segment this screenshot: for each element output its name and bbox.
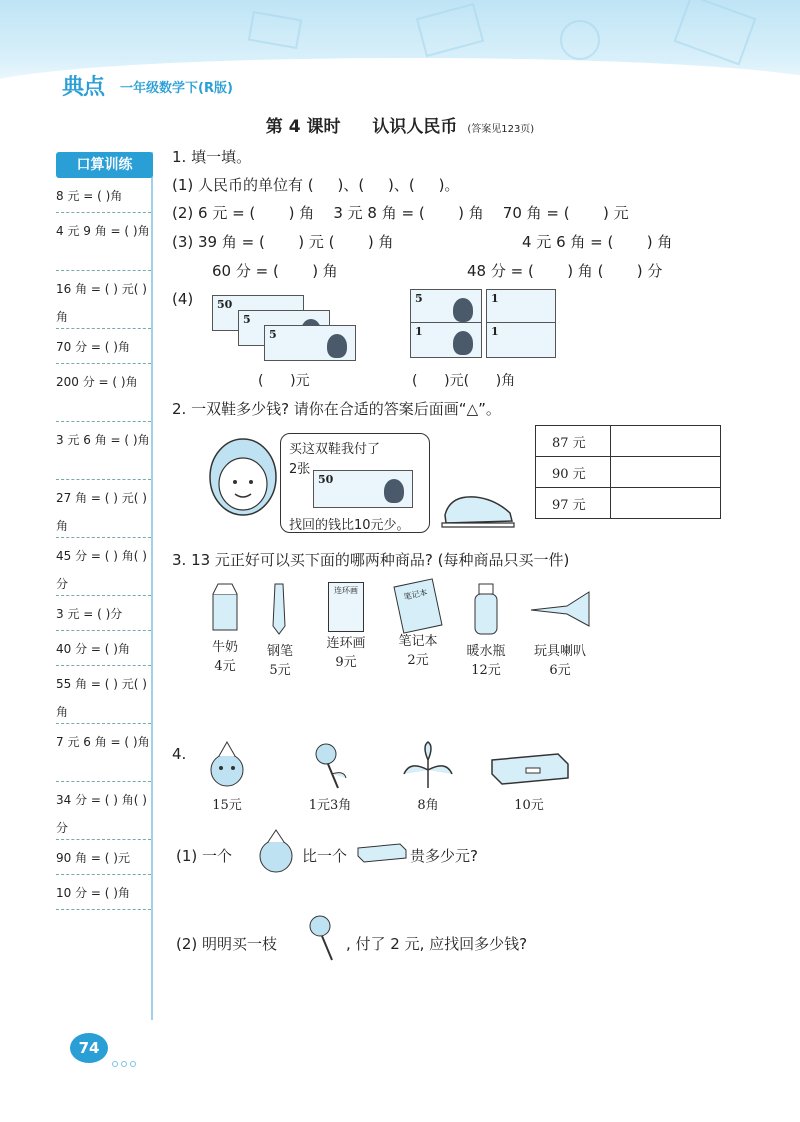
notebook-icon: 笔记本 xyxy=(393,578,442,633)
option-price: 97 元 xyxy=(536,488,611,519)
oral-calc-sidebar xyxy=(56,152,153,1020)
book-decoration xyxy=(248,11,302,49)
price-options-table xyxy=(535,425,721,519)
drill-item: 7 元 6 角 = ( )角 xyxy=(56,724,151,782)
goods-price: 12元 xyxy=(471,663,501,678)
banknote-50-yuan: 50 xyxy=(313,470,413,508)
q1-part3c: 60 分 = ( ) 角 xyxy=(212,262,338,280)
toy-bear-icon xyxy=(205,740,249,790)
goods-name: 笔记本 xyxy=(398,634,438,649)
drill-item: 10 分 = ( )角 xyxy=(56,875,151,910)
goods-pen xyxy=(255,582,305,678)
q4-item-toy xyxy=(202,740,252,813)
q4-price: 10元 xyxy=(514,798,544,813)
thermos-icon xyxy=(469,582,503,636)
q4-item-pencil-box xyxy=(484,740,574,813)
q1-part3b: 4 元 6 角 = ( ) 角 xyxy=(522,233,673,251)
q4-part2-b: , 付了 2 元, 应找回多少钱? xyxy=(346,935,528,953)
q4-part2-a: (2) 明明买一枝 xyxy=(176,935,278,953)
portrait-icon xyxy=(453,331,473,355)
goods-price: 9元 xyxy=(335,655,357,670)
q4-price: 15元 xyxy=(212,798,242,813)
drill-item: 3 元 6 角 = ( )角 xyxy=(56,422,151,480)
ruler-decoration xyxy=(674,0,757,65)
portrait-icon xyxy=(384,479,404,503)
goods-milk xyxy=(200,582,250,674)
goods-price: 4元 xyxy=(214,659,236,674)
shoes-illustration xyxy=(440,485,520,530)
q1-right-answer: ( )元( )角 xyxy=(412,373,516,389)
pencil-box-icon xyxy=(354,838,410,866)
banknote-5-yuan: 5 xyxy=(238,310,330,346)
bubble-text-bottom: 找回的钱比10元少。 xyxy=(289,518,410,533)
q4-item-rose xyxy=(300,740,360,813)
q3-heading: 3. 13 元正好可以买下面的哪两种商品? (每种商品只买一件) xyxy=(172,551,570,569)
speech-bubble xyxy=(280,433,430,533)
q1-part2: (2) 6 元 = ( ) 角 3 元 8 角 = ( ) 角 70 角 = ( ) 元 xyxy=(172,204,629,222)
pencil-box-icon xyxy=(486,740,572,790)
table-row xyxy=(536,426,721,457)
mark-cell[interactable] xyxy=(611,488,721,519)
q4-price: 1元3角 xyxy=(308,798,352,813)
lesson-number: 第 4 课时 xyxy=(265,117,341,137)
q1-part3a: (3) 39 角 = ( ) 元 ( ) 角 xyxy=(172,233,394,251)
q4-part1-c: 贵多少元? xyxy=(410,847,478,865)
drill-item: 3 元 = ( )分 xyxy=(56,596,151,631)
q1-part1: (1) 人民币的单位有 ( )、( )、( )。 xyxy=(172,176,460,194)
goods-name: 牛奶 xyxy=(211,640,238,655)
pen-icon xyxy=(265,582,295,636)
banknote-1-jiao: 1 xyxy=(486,322,556,358)
goods-name: 连环画 xyxy=(326,636,366,651)
banknote-5-yuan: 5 xyxy=(264,325,356,361)
q1-part4: (4) xyxy=(172,290,194,308)
option-price: 87 元 xyxy=(536,426,611,457)
mark-cell[interactable] xyxy=(611,426,721,457)
paper-plane-decoration xyxy=(416,3,484,57)
q4-price: 8角 xyxy=(417,798,439,813)
banknote-1-jiao: 1 xyxy=(486,289,556,325)
q4-part1-b: 比一个 xyxy=(302,847,348,865)
drill-item: 16 角 = ( ) 元( )角 xyxy=(56,271,151,329)
drill-item: 55 角 = ( ) 元( )角 xyxy=(56,666,151,724)
drill-item: 200 分 = ( )角 xyxy=(56,364,151,422)
bubble-text-mid: 2张 xyxy=(289,462,311,477)
drill-item: 45 分 = ( ) 角( )分 xyxy=(56,538,151,596)
goods-name: 钢笔 xyxy=(266,644,293,659)
bubble-text-top: 买这双鞋我付了 xyxy=(289,442,381,457)
q1-left-answer: ( )元 xyxy=(258,373,310,389)
comic-book-icon: 连环画 xyxy=(328,582,364,632)
drill-item: 40 分 = ( )角 xyxy=(56,631,151,666)
option-price: 90 元 xyxy=(536,457,611,488)
q1-part3d: 48 分 = ( ) 角 ( ) 分 xyxy=(467,262,663,280)
plant-icon xyxy=(400,740,456,790)
banknote-5-yuan: 5 xyxy=(410,289,482,325)
toy-bear-icon xyxy=(254,828,298,876)
banknote-1-yuan: 1 xyxy=(410,322,482,358)
portrait-icon xyxy=(453,298,473,322)
goods-price: 6元 xyxy=(549,663,571,678)
milk-carton-icon xyxy=(210,582,240,632)
compass-decoration xyxy=(560,20,600,60)
drill-item: 4 元 9 角 = ( )角 xyxy=(56,213,151,271)
q4-part1-a: (1) 一个 xyxy=(176,847,233,865)
girl-illustration xyxy=(205,432,280,527)
drill-item: 34 分 = ( ) 角( )分 xyxy=(56,782,151,840)
q1-heading: 1. 填一填。 xyxy=(172,148,252,166)
goods-trumpet xyxy=(522,582,598,678)
rose-icon xyxy=(302,912,346,962)
mark-cell[interactable] xyxy=(611,457,721,488)
sidebar-title: 口算训练 xyxy=(56,152,153,178)
goods-price: 5元 xyxy=(269,663,291,678)
goods-name: 暖水瓶 xyxy=(466,644,506,659)
table-row xyxy=(536,488,721,519)
drill-item: 90 角 = ( )元 xyxy=(56,840,151,875)
toy-trumpet-icon xyxy=(527,582,593,636)
table-row xyxy=(536,457,721,488)
brand-logo: 典点 xyxy=(62,75,105,100)
q2-heading: 2. 一双鞋多少钱? 请你在合适的答案后面画“△”。 xyxy=(172,400,501,418)
answer-reference: (答案见123页) xyxy=(467,124,535,135)
goods-thermos xyxy=(458,582,514,678)
page-header xyxy=(0,0,800,100)
drill-item: 70 分 = ( )角 xyxy=(56,329,151,364)
q4-item-plant xyxy=(398,740,458,813)
portrait-icon xyxy=(327,334,347,358)
banknote-50-jiao: 50 xyxy=(212,295,304,331)
page-number: 74 xyxy=(70,1033,108,1063)
book-subtitle: 一年级数学下(R版) xyxy=(120,81,233,96)
footer-dots xyxy=(112,1052,139,1071)
lesson-title xyxy=(0,112,800,137)
lesson-name: 认识人民币 xyxy=(372,117,458,137)
goods-name: 玩具喇叭 xyxy=(533,644,586,659)
drill-item: 8 元 = ( )角 xyxy=(56,178,151,213)
goods-price: 2元 xyxy=(407,653,429,668)
goods-comic xyxy=(318,582,374,670)
rose-icon xyxy=(308,740,352,790)
drill-item: 27 角 = ( ) 元( )角 xyxy=(56,480,151,538)
q4-heading: 4. xyxy=(172,745,187,763)
goods-notebook xyxy=(390,582,446,668)
